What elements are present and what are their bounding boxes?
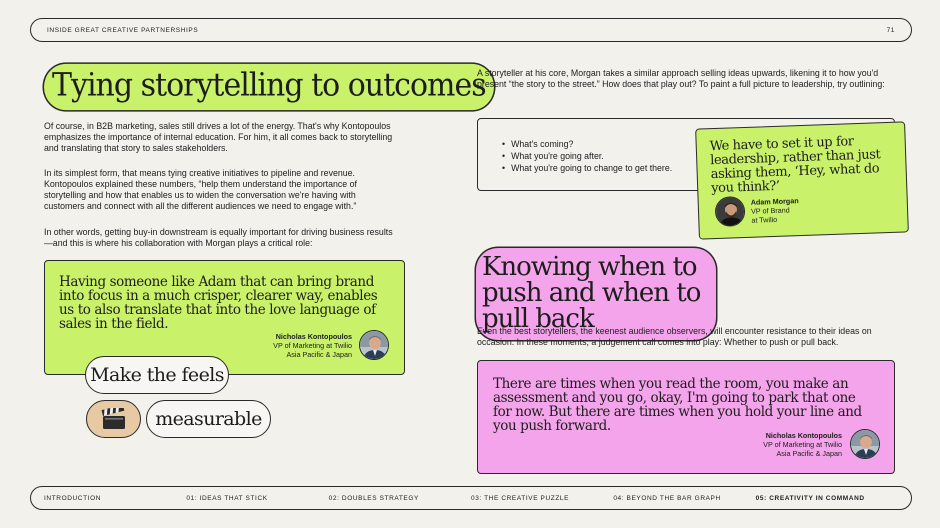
quote-text: There are times when you read the room, you make an assessment and you go, okay, I'm going to park that one for now. But there are times when you hold your line and you push forward. [493, 376, 862, 434]
avatar-kontopoulos [359, 330, 389, 360]
person-portrait-icon [360, 331, 389, 360]
heading-tying-storytelling: Tying storytelling to outcomes [44, 64, 494, 110]
quote-attribution [751, 196, 800, 225]
nav-introduction[interactable]: INTRODUCTION [44, 494, 102, 502]
nav-doubles-strategy[interactable]: 02: DOUBLES STRATEGY [328, 494, 419, 502]
quote-text: We have to set it up for leadership, rather than just asking them, ‘Hey, what do you think?’ [709, 134, 881, 197]
attribution-name: Nicholas Kontopoulos [275, 332, 352, 341]
quote-card-morgan [695, 121, 909, 239]
footer-nav [30, 486, 912, 510]
nav-creativity-in-command[interactable]: 05: CREATIVITY IN COMMAND [755, 494, 865, 502]
attribution-region: Asia Pacific & Japan [776, 449, 842, 458]
page-number: 71 [886, 26, 895, 34]
avatar-morgan [715, 196, 746, 227]
heading-knowing-when: Knowing when to push and when to pull back [476, 248, 716, 340]
attribution-name: Nicholas Kontopoulos [765, 431, 842, 440]
quote-attribution [763, 431, 842, 458]
person-portrait-icon [716, 197, 746, 227]
attribution-name: Adam Morgan [750, 196, 799, 207]
paragraph-3: In other words, getting buy-in downstream is equally important for driving business results—and this is where his collaboration with Morgan plays a critical role: [44, 227, 393, 248]
quote-text: Having someone like Adam that can bring brand into focus in a much crisper, clearer way, enables us to also translate that into the love language of sales in the field. [59, 274, 378, 332]
outline-bullets [502, 138, 672, 174]
quote-card-kontopoulos-2 [477, 360, 895, 474]
attribution-company: at Twilio [751, 214, 778, 225]
nav-creative-puzzle[interactable]: 03: THE CREATIVE PUZZLE [470, 494, 570, 502]
intro-paragraph: A storyteller at his core, Morgan takes a similar approach selling ideas upwards, likening it to how you'd present “the story to the street.” How does that play out? To paint a full picture to leadership, try outlining: [477, 68, 885, 89]
push-pull-paragraph: Even the best storytellers, the keenest audience observers, will encounter resistance to their ideas on occasion. In these moments, a judgement call comes into play: Whether to push or pull back. [477, 326, 872, 347]
paragraph-2: In its simplest form, that means tying creative initiatives to pipeline and revenue. Kontopoulos explained these numbers, “help them understand the importance of storytelling and how that enables us to widen the conversation we're having with customers and connect with all the different audiences we need to engage with.” [44, 168, 357, 211]
nav-beyond-the-bar-graph[interactable]: 04: BEYOND THE BAR GRAPH [613, 494, 721, 502]
attribution-role: VP of Brand [750, 205, 790, 216]
avatar-kontopoulos [850, 429, 880, 459]
tag-measurable: measurable [146, 400, 271, 438]
bullet-item: • What you're going to change to get there. [502, 162, 672, 174]
header-bar [30, 18, 912, 42]
person-portrait-icon [851, 430, 880, 459]
tag-make-the-feels: Make the feels [85, 356, 229, 394]
clapper-board-icon [101, 408, 127, 430]
bullet-item: • What you're going after. [502, 150, 672, 162]
bullet-item: • What's coming? [502, 138, 672, 150]
tag-emoji [86, 400, 141, 438]
attribution-role: VP of Marketing at Twilio [763, 440, 842, 449]
section-title: INSIDE GREAT CREATIVE PARTNERSHIPS [47, 26, 199, 34]
quote-attribution [273, 332, 352, 359]
paragraph-1: Of course, in B2B marketing, sales still drives a lot of the energy. That's why Kontopoulos emphasizes the importance of internal education. For him, it all comes back to storytelling and translating that story to sales stakeholders. [44, 121, 393, 153]
nav-ideas-that-stick[interactable]: 01: IDEAS THAT STICK [186, 494, 268, 502]
attribution-region: Asia Pacific & Japan [286, 350, 352, 359]
attribution-role: VP of Marketing at Twilio [273, 341, 352, 350]
